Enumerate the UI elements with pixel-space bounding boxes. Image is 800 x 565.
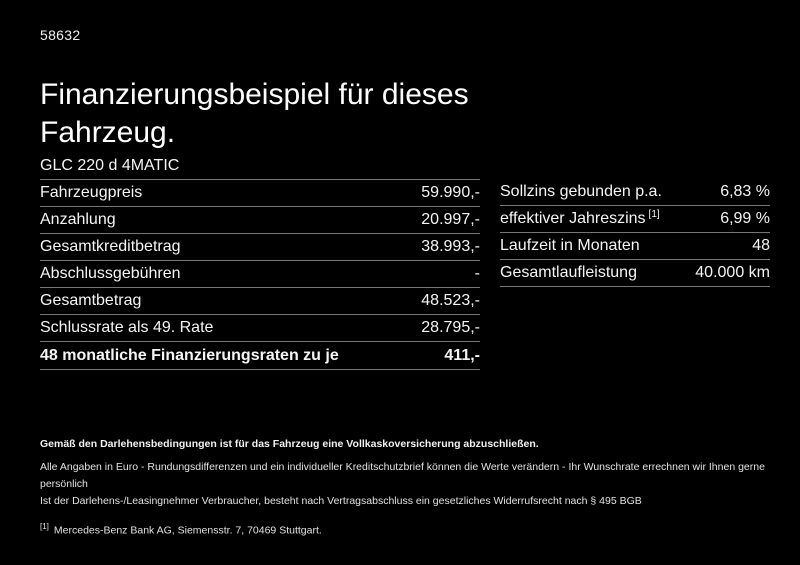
row-label: Sollzins gebunden p.a. [500,183,662,200]
row-value: 38.993,- [421,238,480,255]
table-row-fahrzeugpreis [40,180,480,207]
row-label: 48 monatliche Finanzierungsraten zu je [40,346,339,364]
finance-table [40,153,480,370]
row-label: Schlussrate als 49. Rate [40,319,214,336]
row-value: 40.000 km [695,264,770,281]
table-row-laufzeit [500,233,770,260]
row-label: Gesamtlaufleistung [500,264,637,281]
conditions-table [500,179,770,287]
table-row-gesamtkreditbetrag [40,234,480,261]
row-value: 20.997,- [421,211,480,228]
row-label: Anzahlung [40,211,116,228]
table-row-abschlussgebuehren [40,261,480,288]
row-label: Gesamtbetrag [40,292,142,309]
document-number: 58632 [40,27,81,43]
row-label: effektiver Jahreszins [1] [500,208,660,227]
row-value: 411,- [444,346,480,364]
row-value: 6,83 % [720,183,770,200]
row-label: Abschlussgebühren [40,265,181,282]
row-label: Laufzeit in Monaten [500,237,640,254]
page-title: Finanzierungsbeispiel für dieses Fahrzeug. [40,78,469,150]
vehicle-model-header: GLC 220 d 4MATIC [40,153,480,180]
fine-print [40,438,765,538]
table-row-gesamtlaufleistung [500,260,770,287]
footnote-marker: [1] [648,208,660,220]
row-value: 48.523,- [421,292,480,309]
insurance-requirement-note: Gemäß den Darlehensbedingungen ist für das Fahrzeug eine Vollkaskoversicherung abzuschließen. [40,438,539,450]
table-row-monatsrate [40,342,480,370]
row-label: Gesamtkreditbetrag [40,238,181,255]
table-row-sollzins [500,179,770,206]
table-row-anzahlung [40,207,480,234]
row-value: 6,99 % [720,210,770,227]
footnote-text: Mercedes-Benz Bank AG, Siemensstr. 7, 70469 Stuttgart. [53,524,322,537]
table-row-schlussrate [40,315,480,342]
footnote-marker: [1] [40,522,49,531]
table-row-gesamtbetrag [40,288,480,315]
row-value: 48 [752,237,770,254]
disclaimer-line: Alle Angaben in Euro - Rundungsdifferenzen und ein individueller Kreditschutzbrief können die Werte verändern - Ihr Wunschrate errechnen wir Ihnen gerne persönlich [40,461,765,490]
row-label: Fahrzeugpreis [40,184,143,201]
table-row-effektiver-jahreszins [500,206,770,233]
bank-footnote [40,520,765,538]
row-value: - [474,265,480,282]
row-value: 28.795,- [421,319,480,336]
disclaimer-line: Ist der Darlehens-/Leasingnehmer Verbraucher, besteht nach Vertragsabschluss ein gesetzliches Widerrufsrecht nach § 495 BGB [40,495,642,507]
row-value: 59.990,- [421,184,480,201]
